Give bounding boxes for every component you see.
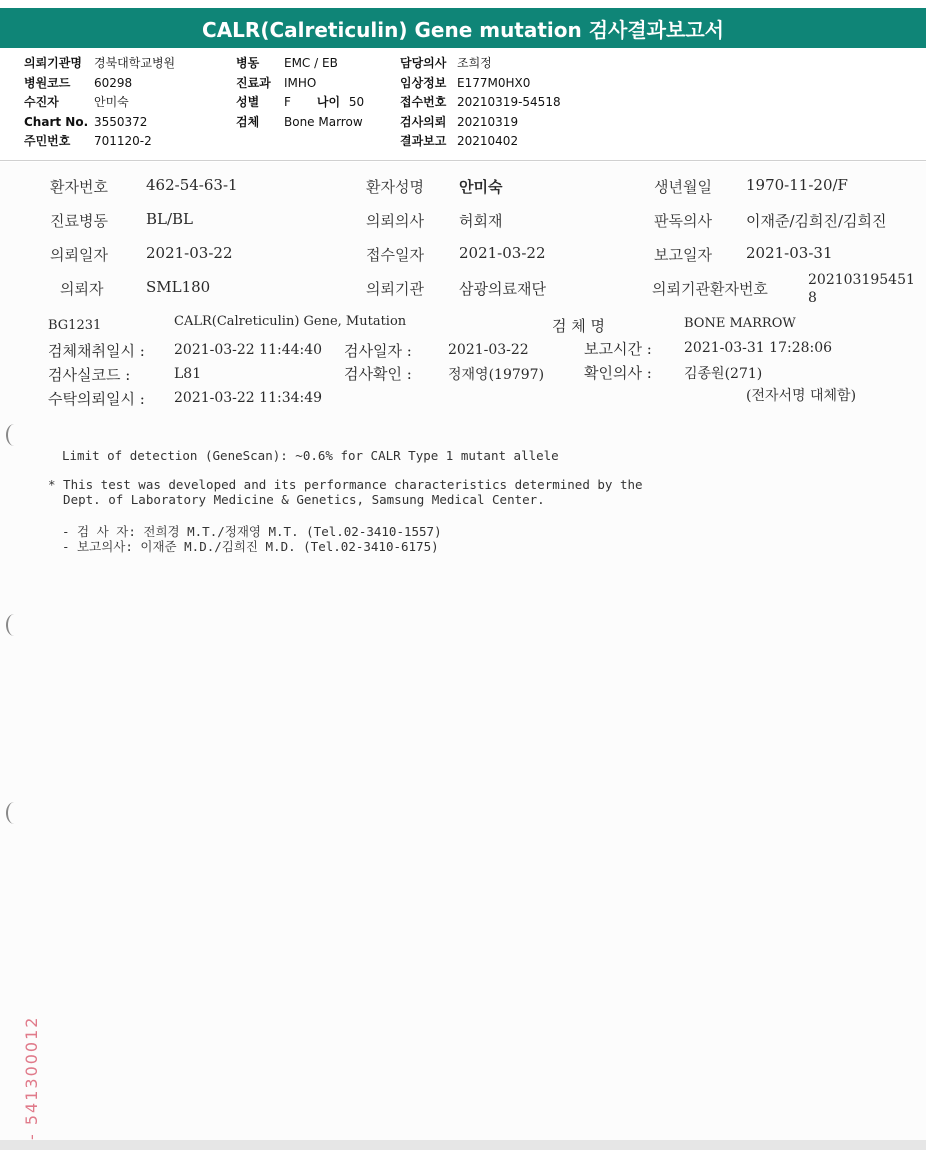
test-name: CALR(Calreticulin) Gene, Mutation	[174, 314, 407, 329]
patient-row-1	[0, 176, 926, 200]
patient-row-2	[0, 210, 926, 234]
header-label: 검체	[236, 114, 260, 129]
header-value: 조희정	[457, 56, 492, 70]
header-value: Bone Marrow	[284, 114, 363, 129]
header-column-2	[236, 54, 364, 132]
header-value: F	[284, 95, 291, 109]
ward: BL/BL	[146, 210, 194, 228]
confirm-doctor: 김종원(271)	[684, 366, 763, 382]
lab-code-label: 검사실코드 :	[48, 366, 131, 384]
specimen: BONE MARROW	[684, 316, 796, 331]
report-header	[0, 48, 926, 161]
header-label: 접수번호	[400, 95, 447, 109]
lod-line: Limit of detection (GeneScan): ~0.6% for CALR Type 1 mutant allele	[62, 448, 559, 463]
dob-label: 생년월일	[654, 178, 712, 196]
binder-mark	[6, 614, 22, 636]
institution: 삼광의료재단	[459, 280, 546, 298]
reading-doctor: 이재준/김희진/김희진	[746, 212, 887, 230]
header-label: 병동	[236, 56, 260, 70]
lab-code: L81	[174, 366, 202, 382]
header-value: 3550372	[94, 114, 148, 129]
req-doctor: 허회재	[459, 212, 503, 230]
test-code: BG1231	[48, 318, 102, 333]
staff-line-2: - 보고의사: 이재준 M.D./김희진 M.D. (Tel.02-3410-6175)	[62, 539, 439, 554]
header-column-3	[400, 54, 561, 152]
report-date-label: 보고일자	[654, 246, 712, 264]
header-label: 담당의사	[400, 56, 447, 70]
age-value: 50	[348, 95, 365, 109]
consign: 2021-03-22 11:34:49	[174, 390, 323, 406]
header-label: 병원코드	[24, 75, 71, 90]
side-serial-number: - 541300012	[22, 1015, 41, 1140]
inst-patient-no-label: 의뢰기관환자번호	[652, 280, 768, 298]
header-value: 안미숙	[94, 95, 129, 109]
header-value: 경북대학교병원	[94, 56, 176, 70]
header-label: 진료과	[236, 75, 271, 90]
binder-mark	[6, 802, 22, 824]
recv-date-label: 접수일자	[366, 246, 424, 264]
header-value: 20210319-54518	[457, 95, 561, 109]
test-date: 2021-03-22	[448, 342, 529, 358]
patient-row-3	[0, 244, 926, 268]
report-date: 2021-03-31	[746, 244, 833, 262]
header-value: 701120-2	[94, 134, 152, 148]
confirm-doctor-label: 확인의사 :	[584, 364, 652, 382]
header-value: 20210402	[457, 134, 519, 148]
note-line-1: * This test was developed and its performance characteristics determined by the	[48, 477, 643, 492]
top-border	[0, 0, 926, 8]
header-value: 20210319	[457, 114, 519, 129]
req-doctor-label: 의뢰의사	[366, 212, 424, 230]
header-label: 수진자	[24, 95, 59, 109]
header-label: 의뢰기관명	[24, 56, 82, 70]
consign-label: 수탁의뢰일시 :	[48, 390, 145, 408]
inst-patient-no-cont: 8	[808, 290, 817, 306]
inst-patient-no: 202103195451	[808, 272, 915, 288]
scanned-report	[0, 162, 926, 1140]
note-line-2: Dept. of Laboratory Medicine & Genetics, Samsung Medical Center.	[48, 492, 545, 507]
staff-line-1: - 검 사 자: 전희경 M.T./정재영 M.T. (Tel.02-3410-1557)	[62, 524, 442, 539]
requester-label: 의뢰자	[60, 280, 104, 298]
ward-label: 진료병동	[50, 212, 108, 230]
report-time-label: 보고시간 :	[584, 340, 652, 358]
test-confirm-label: 검사확인 :	[344, 365, 412, 383]
test-date-label: 검사일자 :	[344, 342, 412, 360]
header-label: 성별	[236, 95, 260, 109]
binder-mark	[6, 424, 22, 446]
reading-doctor-label: 판독의사	[654, 212, 712, 230]
patient-no: 462-54-63-1	[146, 176, 238, 194]
req-date: 2021-03-22	[146, 244, 233, 262]
bottom-scroll-edge	[0, 1140, 926, 1150]
age-label: 나이	[316, 95, 341, 109]
header-column-1	[24, 54, 175, 152]
header-label: 검사의뢰	[400, 114, 447, 129]
collect-label: 검체채취일시 :	[48, 342, 145, 360]
report-title: CALR(Calreticulin) Gene mutation 검사결과보고서	[0, 8, 926, 48]
patient-name: 안미숙	[459, 178, 503, 196]
header-value: 60298	[94, 75, 133, 90]
requester: SML180	[146, 278, 211, 296]
specimen-label: 검 체 명	[552, 317, 606, 335]
header-label: Chart No.	[24, 114, 89, 129]
dob: 1970-11-20/F	[746, 176, 848, 194]
patient-name-label: 환자성명	[366, 178, 424, 196]
header-label: 결과보고	[400, 134, 447, 148]
patient-no-label: 환자번호	[50, 178, 108, 196]
recv-date: 2021-03-22	[459, 244, 546, 262]
patient-row-4	[0, 272, 926, 306]
req-date-label: 의뢰일자	[50, 246, 108, 264]
test-confirm: 정재영(19797)	[448, 367, 545, 383]
report-time: 2021-03-31 17:28:06	[684, 340, 833, 356]
header-value: IMHO	[284, 75, 317, 90]
collect: 2021-03-22 11:44:40	[174, 342, 323, 358]
header-value: EMC / EB	[284, 56, 338, 70]
header-value: E177M0HX0	[457, 75, 531, 90]
header-label: 임상정보	[400, 75, 447, 90]
header-label: 주민번호	[24, 134, 71, 148]
esign-note: (전자서명 대체함)	[746, 388, 857, 404]
institution-label: 의뢰기관	[366, 280, 424, 298]
